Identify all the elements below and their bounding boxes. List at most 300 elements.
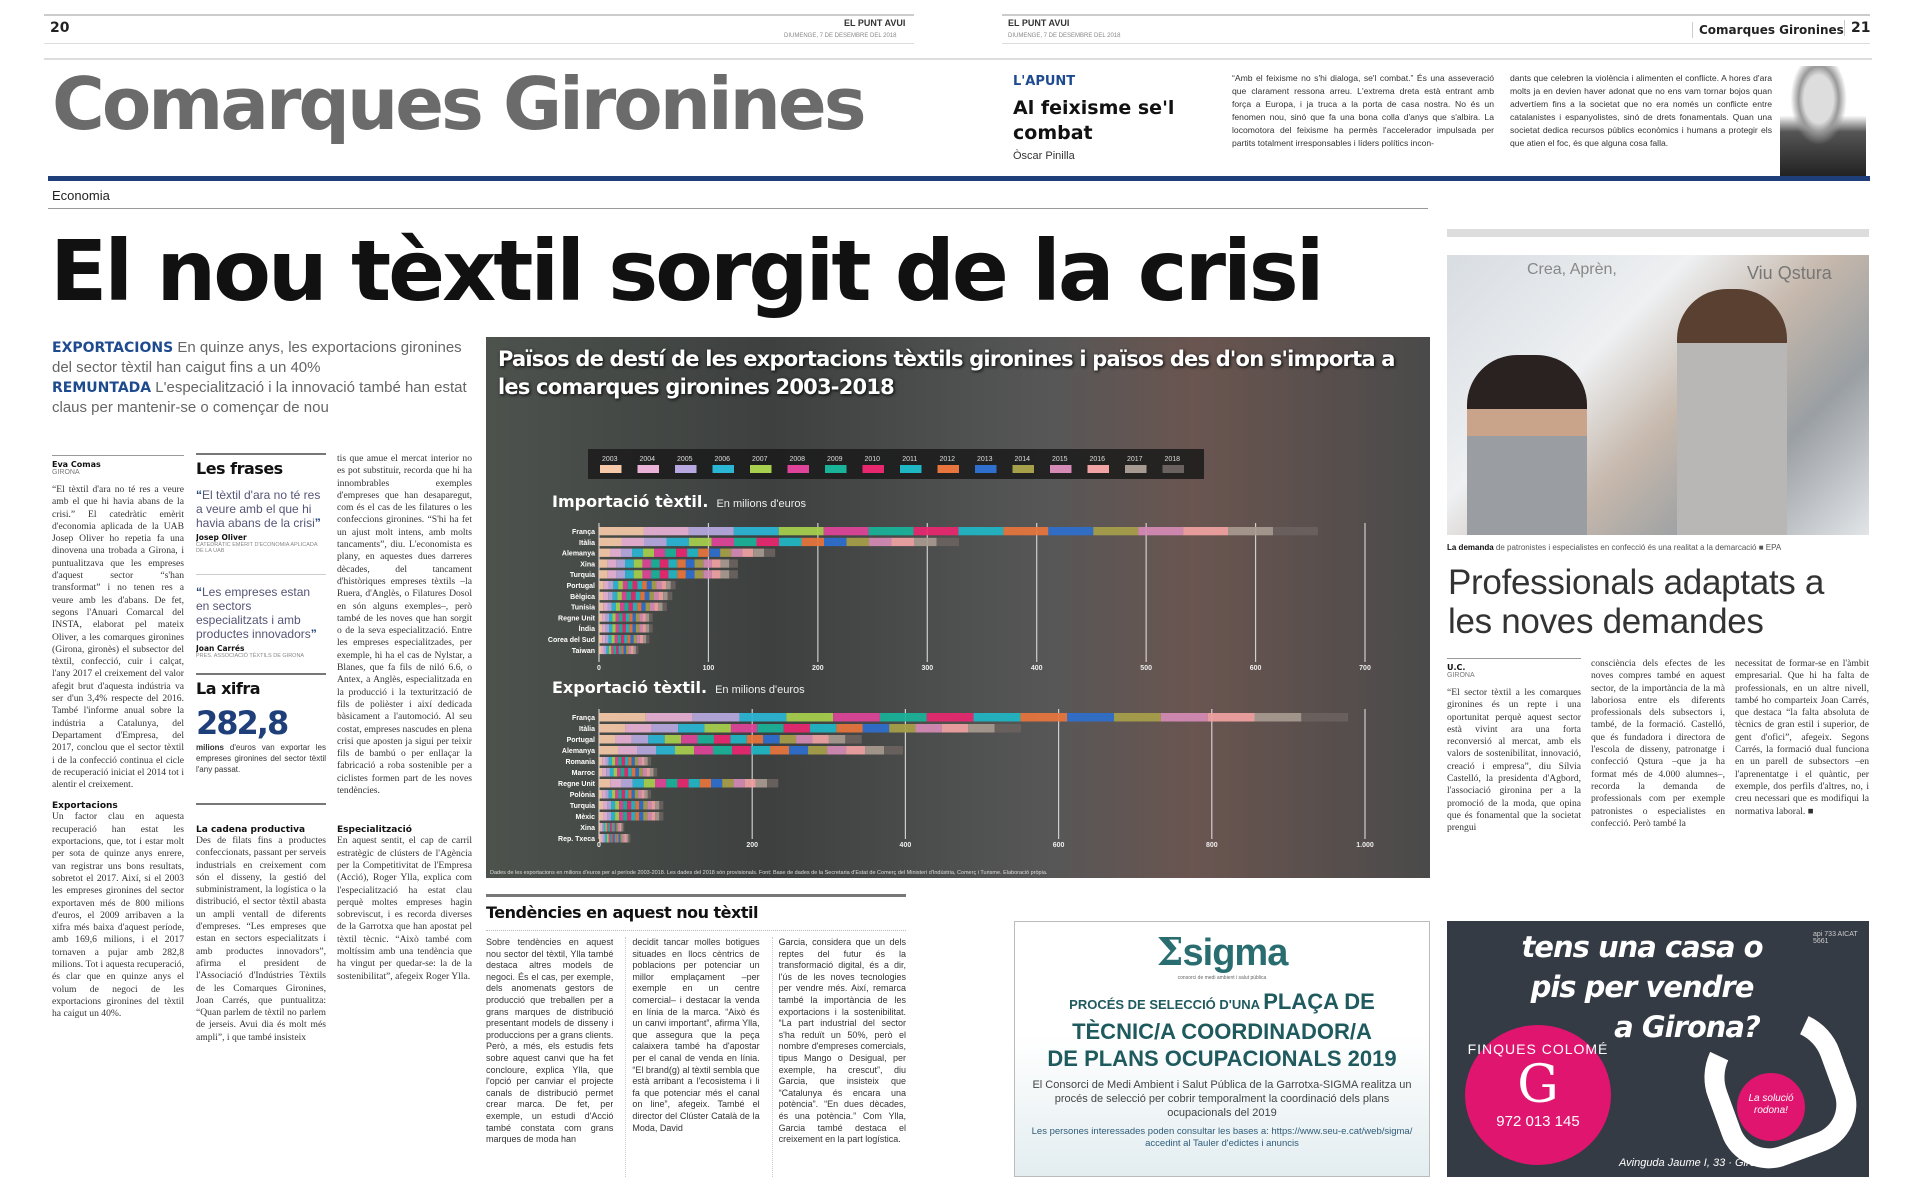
- bar-segment: [604, 581, 609, 589]
- xifra-caption: [196, 742, 326, 775]
- legend-background: [588, 449, 1204, 479]
- trends-columns: [486, 930, 906, 1177]
- bar-segment: [639, 624, 642, 632]
- tick-label: 0: [597, 842, 601, 849]
- bar-segment: [654, 549, 665, 557]
- xifra-title: La xifra: [196, 679, 261, 698]
- legend-year: 2007: [751, 456, 768, 463]
- bar-segment: [602, 823, 604, 832]
- bar-segment: [606, 790, 609, 799]
- bar-segment: [599, 790, 602, 799]
- bar-segment: [622, 790, 625, 799]
- photo-sign-right: Viu Qstura: [1747, 263, 1832, 283]
- bar-segment: [609, 581, 614, 589]
- bar-segment: [628, 757, 631, 766]
- body-text: Des de filats fins a productes confeccionats, passant per serveis industrials en creixement com són el disseny, la gestió del subministrament, la logística o la distribució, el sector tèxtil abasta un ampli ventall de diferents d'empreses. “Les empreses que estan en sectors especialitzats i amb productes innovadors”, afirma el president de l'Associació d'Indústries Tèxtils de les Comarques Gironines, Joan Carrés, que puntualitza: “Quan parlem de tèxtil no parlem de jerseis. Avui dia és molt més ampli”, i que també insisteix: [196, 835, 326, 1043]
- bar-segment: [639, 613, 642, 621]
- bar-segment: [660, 570, 669, 578]
- page-number-left: 20: [50, 20, 70, 36]
- legend-swatch: [675, 465, 697, 473]
- bar-segment: [712, 570, 721, 578]
- bar-segment: [689, 538, 712, 546]
- bar-segment: [621, 768, 625, 777]
- bar-segment: [958, 527, 1003, 535]
- bar-segment: [624, 768, 628, 777]
- bar-segment: [641, 790, 644, 799]
- bar-segment: [601, 646, 603, 654]
- bar-segment: [1273, 527, 1318, 535]
- legend-year: 2013: [976, 456, 993, 463]
- bar-segment: [661, 581, 666, 589]
- bar-segment: [764, 549, 775, 557]
- bar-segment: [916, 724, 942, 733]
- bar-segment: [779, 538, 802, 546]
- bar-segment: [757, 538, 780, 546]
- bar-segment: [626, 834, 628, 843]
- bar-segment: [643, 801, 647, 810]
- bar-segment: [646, 603, 650, 611]
- category-label: Alemanya: [561, 748, 595, 755]
- bar-segment: [608, 592, 613, 600]
- bar-segment: [1003, 527, 1048, 535]
- side-column-3: necessitat de formar-se en l'àmbit empresarial. Que hi ha falta de professionals, en un altre nivell, també ho comparteix Joan Carrés, que destaca “la falta absoluta de tècnics de gran estil i superior, de gent d'ofici”, afegeix. Segons Carrés, la formació dual funciona en un parell de subsectors –en l'aprenentatge i el quàntic, per exemple, dos perfils d'altres, no, i creu necessari que es modifiqui la normativa laboral. ■: [1735, 658, 1869, 817]
- bar-segment: [599, 603, 603, 611]
- bar-segment: [599, 823, 601, 832]
- bar-segment: [637, 581, 642, 589]
- legend-year: 2009: [826, 456, 843, 463]
- category-label: Polònia: [569, 792, 595, 799]
- category-label: Portugal: [566, 583, 595, 590]
- textile-trade-chart: [486, 337, 1430, 878]
- legend-swatch: [1088, 465, 1110, 473]
- bar-segment: [666, 779, 677, 788]
- bar-segment: [634, 635, 637, 643]
- bar-segment: [824, 527, 869, 535]
- bar-segment: [629, 613, 632, 621]
- bar-segment: [1208, 713, 1255, 722]
- subchart-heading: [552, 678, 805, 697]
- bar-segment: [694, 746, 713, 755]
- bar-segment: [614, 646, 616, 654]
- bar-segment: [605, 635, 608, 643]
- bar-segment: [608, 559, 617, 567]
- legend-swatch: [713, 465, 735, 473]
- frases-title: Les frases: [196, 459, 283, 478]
- divider: [196, 673, 326, 675]
- divider: [1447, 658, 1581, 659]
- bar-segment: [693, 713, 740, 722]
- bar-segment: [646, 635, 649, 643]
- bar-segment: [599, 635, 602, 643]
- bar-segment: [632, 735, 648, 744]
- bar-segment: [632, 790, 635, 799]
- legend-swatch: [600, 465, 622, 473]
- bar-segment: [668, 570, 677, 578]
- bar-segment: [631, 812, 635, 821]
- bar-segment: [624, 646, 626, 654]
- bar-segment: [618, 581, 623, 589]
- bar-segment: [599, 538, 622, 546]
- legend-year: 2016: [1089, 456, 1106, 463]
- bar-segment: [599, 713, 646, 722]
- category-label: Corea del Sud: [547, 637, 595, 644]
- bar-segment: [607, 834, 609, 843]
- legend-swatch: [975, 465, 997, 473]
- bar-segment: [614, 768, 618, 777]
- tick-label: 400: [899, 842, 912, 849]
- bar-segment: [599, 559, 608, 567]
- bar-segment: [655, 812, 659, 821]
- ad-headline-1: tens una casa o: [1521, 930, 1763, 964]
- bar-segment: [780, 735, 796, 744]
- bar-segment: [601, 823, 603, 832]
- bar-segment: [625, 724, 651, 733]
- bar-segment: [721, 559, 730, 567]
- category-label: Alemanya: [561, 550, 595, 558]
- bar-segment: [733, 779, 744, 788]
- photo-figure: [1467, 355, 1587, 535]
- bar-segment: [628, 834, 630, 843]
- bar-segment: [767, 779, 778, 788]
- bar-segment: [634, 570, 643, 578]
- bar-segment: [643, 549, 654, 557]
- bar-segment: [770, 746, 789, 755]
- bar-segment: [889, 724, 915, 733]
- bar-segment: [663, 603, 667, 611]
- bar-segment: [647, 812, 651, 821]
- bar-segment: [721, 570, 730, 578]
- section-title: Comarques Gironines: [52, 62, 864, 146]
- bar-segment: [884, 746, 903, 755]
- bar-segment: [652, 581, 657, 589]
- bar-segment: [615, 757, 618, 766]
- tick-label: 700: [1359, 665, 1371, 672]
- quote-author: Josep Oliver: [196, 533, 247, 542]
- sigma-ad[interactable]: [1014, 921, 1430, 1177]
- category-label: Turquia: [569, 803, 595, 810]
- finques-brand: FINQUES COLOMÉ: [1467, 1041, 1609, 1057]
- ad-headline-3: a Girona?: [1614, 1010, 1760, 1044]
- bar-segment: [636, 592, 641, 600]
- bar-segment: [629, 603, 633, 611]
- bar-segment: [623, 812, 627, 821]
- bar-segment: [619, 613, 622, 621]
- bar-segment: [796, 735, 812, 744]
- quote-role: PRES. ASSOCIACIÓ TÈXTILS DE GIRONA: [196, 653, 305, 659]
- bar-segment: [914, 527, 959, 535]
- legend-year: 2015: [1051, 456, 1068, 463]
- bar-segment: [751, 746, 770, 755]
- bar-segment: [615, 834, 617, 843]
- category-label: Regne Unit: [558, 615, 595, 623]
- bar-segment: [603, 834, 605, 843]
- bar-segment: [608, 570, 617, 578]
- bar-segment: [613, 834, 615, 843]
- bar-segment: [599, 757, 602, 766]
- bar-segment: [607, 801, 611, 810]
- bar-segment: [602, 624, 605, 632]
- bar-segment: [636, 646, 638, 654]
- bar-segment: [1228, 527, 1273, 535]
- bar-segment: [599, 801, 603, 810]
- bar-segment: [654, 603, 658, 611]
- bar-segment: [659, 812, 663, 821]
- tick-label: 0: [597, 665, 601, 672]
- folio-right: [1002, 14, 1870, 44]
- bar-segment: [651, 559, 660, 567]
- bar-segment: [757, 724, 783, 733]
- bar-segment: [603, 801, 607, 810]
- bar-segment: [869, 538, 892, 546]
- bar-segment: [649, 592, 654, 600]
- bar-segment: [609, 613, 612, 621]
- bar-segment: [609, 790, 612, 799]
- bar-segment: [632, 549, 643, 557]
- xifra-value: 282,8: [196, 704, 288, 742]
- bar-segment: [602, 613, 605, 621]
- quote: “Les empreses estan en sectors especialitzats i amb productes innovadors”: [196, 585, 317, 641]
- bar-segment: [636, 613, 639, 621]
- bar-segment: [643, 613, 646, 621]
- byline: Eva Comas: [52, 460, 101, 469]
- sigma-tagline: consorci de medi ambient i salut pública: [1177, 975, 1267, 981]
- bar-segment: [619, 812, 623, 821]
- bar-segment: [659, 801, 663, 810]
- bar-segment: [968, 724, 994, 733]
- finques-monogram-icon: G: [1517, 1055, 1559, 1115]
- bar-segment: [605, 823, 607, 832]
- caption-credit: ■ EPA: [1758, 543, 1782, 552]
- bar-segment: [637, 635, 640, 643]
- bar-segment: [613, 581, 618, 589]
- bar-segment: [756, 779, 767, 788]
- bar-segment: [711, 779, 722, 788]
- bar-segment: [654, 768, 658, 777]
- quote-text: Les empreses estan en sectors especialitzats i amb productes innovadors: [196, 585, 311, 641]
- bar-segment: [1114, 713, 1161, 722]
- legend-year: 2012: [939, 456, 956, 463]
- bar-segment: [914, 538, 937, 546]
- bar-segment: [705, 724, 731, 733]
- bar-segment: [599, 549, 610, 557]
- bar-segment: [637, 603, 641, 611]
- bar-segment: [621, 549, 632, 557]
- category-label: Turquia: [569, 572, 595, 580]
- sigma-footer[interactable]: Les persones interessades poden consultar les bases a: https://www.seu-e.cat/web/sigma/ accedint al Tauler d'edictes i anuncis: [1031, 1126, 1413, 1149]
- bar-segment: [1048, 527, 1093, 535]
- bar-segment: [616, 646, 618, 654]
- bar-segment: [602, 635, 605, 643]
- bar-segment: [611, 801, 615, 810]
- bar-segment: [615, 823, 617, 832]
- bar-segment: [620, 603, 624, 611]
- bar-segment: [641, 603, 645, 611]
- bar-segment: [610, 549, 621, 557]
- bar-segment: [650, 768, 654, 777]
- legend-year: 2014: [1014, 456, 1031, 463]
- sigma-icon: Σ: [1156, 929, 1183, 974]
- bar-segment: [677, 559, 686, 567]
- bar-segment: [677, 779, 688, 788]
- tick-label: 1.000: [1356, 842, 1374, 849]
- body-text: tis que amue el mercat interior no es pot substituir, recorda que hi ha innombrables exemples d'empreses que han desaparegut, com és el cas de les filatures o les confeccions gironines. “S'hi ha fet un ajust molt intens, amb molts tancaments”, diu. L'economista es plany, en aquestes dues darreres dècades, del tancament d'històriques empreses tèxtils –la Ruera, d'Anglès, o Filatures Dosol en són alguns exemples–, però també de les noves que han sorgit o de la seva especialització. Entre les empreses especialitzades, per exemple, hi ha el cas de Nylstar, a Blanes, que fa fils de niló 6.6, o Antex, a Anglès, especialitzada en la producció i la texturització de fils de polièster i així dedicada bàsicament a l'automoció. Al seu costat, empreses nascudes en plena crisi que aposten ja sigui per teixir fils de bambú o per enllaçar la fabricació a roba sostenible per a ciclistes formen part de les noves tendències.: [337, 453, 472, 797]
- bar-segment: [609, 624, 612, 632]
- divider: [486, 894, 906, 897]
- bar-segment: [606, 646, 608, 654]
- bar-segment: [599, 724, 625, 733]
- bar-segment: [635, 768, 639, 777]
- body-text: “El tèxtil d'ara no té res a veure amb el que hi havia abans de la crisi.” El catedràtic emèrit d'economia aplicada de la UAB Josep Oliver ho repetia fa una dinovena una trobada a Girona, i puntualitzava que les empreses d'aquest sector “s'han transformat” i no tenen res a veure amb les d'abans. De fet, segons l'Anuari Comarcal del INSTA, elaborat pel mateix Oliver, a les comarques gironines (Girona, gironès) el subsector del tèxtil, confecció, cuir i calçat, l'any 2017 el creixement del valor afegit brut d'aquesta indústria va ser d'un 3,4% respecte del 2016. També l'informe anual sobre la indústria a Catalunya, del Departament d'Empresa, del 2017, conclou que el sector tèxtil i de la confecció continua el cicle de recuperació iniciat el 2014 tot i alentir el creixement.: [52, 484, 184, 791]
- bar-segment: [621, 635, 624, 643]
- bar-segment: [1255, 713, 1302, 722]
- finques-colome-ad[interactable]: [1447, 921, 1869, 1177]
- bar-segment: [638, 757, 641, 766]
- paper-name-left: EL PUNT AVUI: [844, 18, 906, 28]
- bar-segment: [655, 779, 666, 788]
- tick-label: 200: [812, 665, 824, 672]
- bar-segment: [609, 646, 611, 654]
- bar-segment: [675, 746, 694, 755]
- bar-segment: [618, 635, 621, 643]
- bar-segment: [665, 735, 681, 744]
- legend-swatch: [825, 465, 847, 473]
- bar-segment: [671, 581, 676, 589]
- legend-year: 2017: [1126, 456, 1143, 463]
- ad-badge: La solució rodona!: [1737, 1073, 1805, 1141]
- bar-segment: [722, 779, 733, 788]
- bar-segment: [617, 768, 621, 777]
- bar-segment: [606, 613, 609, 621]
- bar-segment: [745, 779, 756, 788]
- bar-segment: [937, 538, 960, 546]
- bar-segment: [1067, 713, 1114, 722]
- subchart-unit: En milions d'euros: [716, 498, 806, 510]
- bar-segment: [599, 592, 604, 600]
- bar-segment: [648, 735, 664, 744]
- bar-segment: [633, 581, 638, 589]
- xifra-caption-bold: milions: [196, 743, 225, 752]
- bar-segment: [642, 570, 651, 578]
- bar-segment: [633, 613, 636, 621]
- article-column-3: [337, 453, 472, 1177]
- legend-swatch: [1013, 465, 1035, 473]
- bar-segment: [607, 812, 611, 821]
- bar-segment: [687, 549, 698, 557]
- bar-segment: [663, 592, 668, 600]
- bar-segment: [610, 823, 612, 832]
- bar-segment: [612, 823, 614, 832]
- bar-segment: [615, 735, 631, 744]
- bar-segment: [612, 757, 615, 766]
- bar-segment: [880, 713, 927, 722]
- category-label: Bèlgica: [570, 593, 595, 601]
- bar-segment: [1138, 527, 1183, 535]
- bar-segment: [698, 549, 709, 557]
- bar-segment: [632, 757, 635, 766]
- bar-segment: [611, 646, 613, 654]
- legend-swatch: [788, 465, 810, 473]
- bar-segment: [611, 834, 613, 843]
- bar-segment: [677, 570, 686, 578]
- bar-segment: [610, 779, 621, 788]
- bar-segment: [892, 538, 915, 546]
- bar-segment: [609, 757, 612, 766]
- bar-segment: [720, 549, 731, 557]
- caption-text: de patronistes i especialistes en confecció és una realitat a la demarcació: [1493, 543, 1757, 552]
- side-columns: [1447, 658, 1869, 880]
- bar-segment: [635, 801, 639, 810]
- bar-segment: [641, 757, 644, 766]
- bar-segment: [698, 735, 714, 744]
- bar-segment: [637, 746, 656, 755]
- chart-title: Països de destí de les exportacions tèxtils gironines i països des d'on s'importa a les comarques gironines 2003-2018: [498, 347, 1395, 399]
- bar-segment: [665, 549, 676, 557]
- ad-corner-badge: api 733 AICAT 5661: [1813, 931, 1858, 945]
- page-number-right: 21: [1844, 20, 1870, 36]
- bar-segment: [812, 735, 828, 744]
- bar-segment: [599, 646, 601, 654]
- bar-segment: [599, 570, 608, 578]
- divider: [196, 453, 326, 455]
- bar-segment: [613, 592, 618, 600]
- bar-segment: [643, 768, 647, 777]
- tick-label: 800: [1205, 842, 1218, 849]
- quote: “El tèxtil d'ara no té res a veure amb el que hi havia abans de la crisi”: [196, 488, 321, 530]
- bar-segment: [628, 768, 632, 777]
- category-label: Regne Unit: [558, 781, 595, 788]
- bar-segment: [681, 735, 697, 744]
- ad-address: Avinguda Jaume I, 33 · Girona: [1619, 1157, 1768, 1169]
- category-label: Índia: [578, 626, 595, 634]
- bar-segment: [603, 812, 607, 821]
- bar-segment: [599, 812, 603, 821]
- bar-segment: [615, 790, 618, 799]
- bar-segment: [668, 592, 673, 600]
- bar-segment: [645, 757, 648, 766]
- legend-year: 2005: [676, 456, 693, 463]
- legend-swatch: [863, 465, 885, 473]
- bar-segment: [633, 646, 635, 654]
- caption-bold: La demanda: [1447, 543, 1494, 552]
- bar-segment: [845, 735, 861, 744]
- category-label: Portugal: [566, 737, 595, 744]
- bar-segment: [658, 603, 662, 611]
- bar-segment: [616, 570, 625, 578]
- body-text: En aquest sentit, el cap de carril estratègic de clústers de l'Agència per la Competitivitat de l'Empresa (Acció), Roger Ylla, explica com l'especialització ha estat clau perquè moltes empreses hagin sobreviscut, i es recorda diverses de la Garrotxa que han apostat pel tèxtil tècnic. “Això també com moltíssim amb una tendència que ha vingut per quedar-se: la de la sostenibilitat”, afegeix Roger Ylla.: [337, 835, 472, 982]
- bar-segment: [618, 823, 620, 832]
- bar-segment: [599, 624, 602, 632]
- category-label: Xina: [580, 825, 595, 832]
- xifra-caption-text: d'euros van exportar les empreses gironines del sector tèxtil l'any passat.: [196, 743, 326, 774]
- bar-segment: [730, 735, 746, 744]
- bar-segment: [869, 527, 914, 535]
- bar-segment: [621, 779, 632, 788]
- bar-segment: [627, 635, 630, 643]
- bar-segment: [639, 768, 643, 777]
- bar-segment: [624, 603, 628, 611]
- bar-segment: [624, 635, 627, 643]
- bar-segment: [615, 801, 619, 810]
- bar-segment: [607, 823, 609, 832]
- bar-segment: [640, 635, 643, 643]
- legend-swatch: [1050, 465, 1072, 473]
- body-text: “El sector tèxtil a les comarques gironines és un repte i una oportunitat perquè aquest sector està vivint ara una forta reconversió al mercat, amb els valors de sostenibilitat, innovació, creació i empresa”, diu Sílvia Castelló, la presidenta d'Agbord, l'associació gironina per a la promoció de la moda, que opina que és fonamental que la societat prengui: [1447, 687, 1581, 834]
- headline: El nou tèxtil sorgit de la crisi: [50, 222, 1322, 320]
- bar-segment: [619, 757, 622, 766]
- bar-segment: [603, 603, 607, 611]
- lede-tag-1: EXPORTACIONS: [52, 340, 174, 356]
- bar-segment: [865, 746, 884, 755]
